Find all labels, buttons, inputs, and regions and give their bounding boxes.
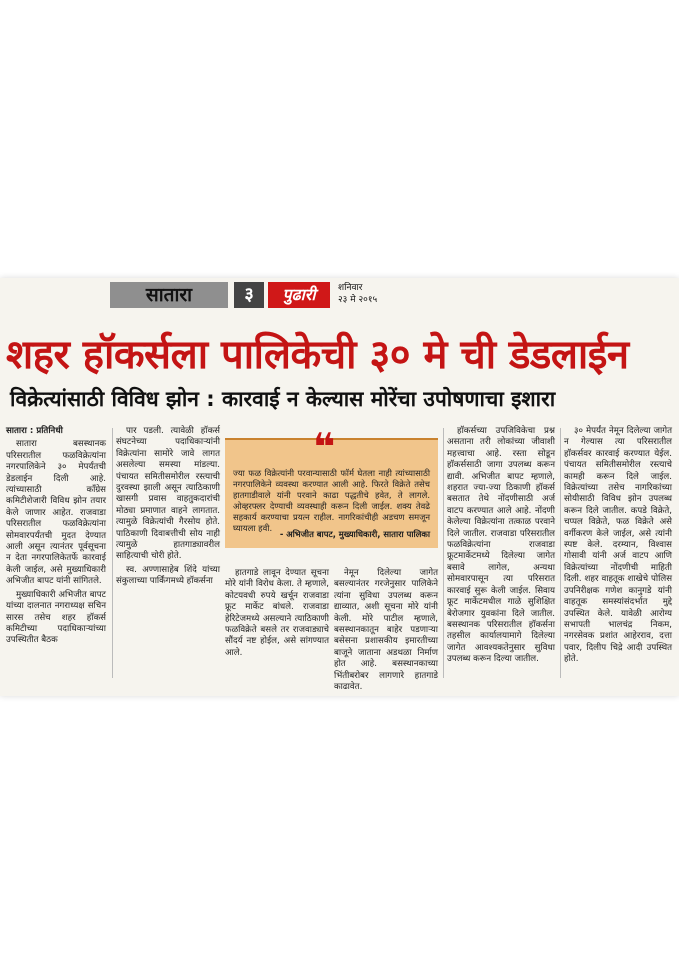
article-column-4 (447, 426, 555, 668)
column-divider (112, 428, 113, 678)
article-column-1 (6, 426, 106, 649)
page-number: ३ (234, 282, 264, 308)
paragraph: ३० मेपर्यंत नेमून दिलेल्या जागेत न गेल्यास त्या परिसरातील हॉकर्सवर कारवाई करण्यात येईल. पंचायत समितीसमोरील रस्त्याचे कामही करून दिले जाईल. विक्रेत्यांच्या तसेच नागरिकांच्या सोयीसाठी विविध झोन उपलब्ध करून दिले जातील. कपडे विक्रेते, चप्पल विक्रेते, फळ विक्रेते असे वर्गीकरण केले जाईल, असे त्यांनी स्पष्ट केले. दरम्यान, विश्वास गोसावी यांनी अर्ज वाटप आणि विक्रेत्यांच्या नोंदणीची माहिती दिली. शहर वाहतूक शाखेचे पोलिस उपनिरीक्षक गणेश कानुगडे यांनी वाहतूक समस्यांसंदर्भात मुद्दे उपस्थित केले. यावेळी आरोग्य सभापती भालचंद्र निकम, नगरसेवक प्रशांत आहेरराव, दत्ता पवार, दिलीप चिद्रे आदी उपस्थित होते. (564, 426, 672, 665)
byline: सातारा : प्रतिनिधी (6, 426, 63, 436)
paragraph: पार पडली. त्यावेळी हॉकर्स संघटनेच्या पदाधिकाऱ्यांनी विक्रेत्यांना सामोरे जावे लागत असलेल्या समस्या मांडल्या. पंचायत समितीसमोरील रस्त्याची दुरवस्था झाली असून त्याठिकाणी खासगी प्रवास वाहतुकदारांची मोठ्या प्रमाणात वाहने लागतात. त्यामुळे विक्रेत्यांची गैरसोय होते. पाठिकाणी दिवाबत्तीची सोय नाही त्यामुळे हातगाड्यावरील साहित्याची चोरी होते. (116, 426, 220, 562)
masthead (110, 278, 410, 316)
headline: शहर हॉकर्सला पालिकेची ३० मे ची डेडलाईन (6, 332, 629, 378)
subheadline: विक्रेत्यांसाठी विविध झोन : कारवाई न केल्यास मोरेंचा उपोषणाचा इशारा (10, 387, 556, 411)
column-divider (443, 428, 444, 678)
paragraph: हॉकर्सच्या उपजिविकेचा प्रश्न असताना तरी लोकांच्या जीवाशी महत्त्वाचा आहे. रस्ता सोडून हॉकर्ससाठी जागा उपलब्ध करून द्यावी. अभिजीत बापट म्हणाले, शहरात ज्या-ज्या ठिकाणी हॉकर्स बसतात तेथे नोंदणीसाठी अर्ज वाटप करण्यात आले आहे. नोंदणी केलेल्या विक्रेत्यांना तत्काळ परवाने दिले जातील. राजवाडा परिसरातील फळविक्रेत्यांना राजवाडा फ्रूटमार्केटमध्ये दिलेल्या जागेत बसावे लागेल, अन्यथा सोमवारपासून त्या परिसरात कारवाई सुरू केली जाईल. सिवाय फ्रूट मार्केटमधील गाळे सुशिक्षित बेरोजगार युवकांना दिले जातील. बसस्थानक परिसरातील हॉकर्सना तहसील कार्यालयामागे दिलेल्या जागेत आवश्यकतेनुसार सुविधा उपलब्ध करून दिल्या जातील. (447, 426, 555, 665)
quote-mark-icon: ❝ (313, 425, 336, 469)
day-label: शनिवार (338, 283, 363, 293)
newspaper-clipping (0, 278, 679, 696)
paragraph: स्व. अण्णासाहेब शिंदे यांच्या संकुलाच्या पार्किंगमध्ये हॉकर्सना (116, 564, 220, 587)
dateline (338, 282, 377, 306)
article-column-5 (564, 426, 672, 668)
pull-quote-attribution: - अभिजीत बापट, मुख्याधिकारी, सातारा पालिका (279, 529, 430, 539)
pull-quote-text: ज्या फळ विक्रेत्यांनी परवान्यासाठी फॉर्म घेतला नाही त्यांच्यासाठी नगरपालिकेने व्यवस्था करण्यात आली आहे. फिरते विक्रेते तसेच हातगाडीवाले यांनी परवाने काढा पद्धतीचे हवेत, ते लागले. ओव्हरफ्लर देण्याची व्यवस्थाही करून दिली जाईल. शक्य तेवढे सहकार्य करण्याचा प्रयत्न राहील. नागरिकांचीही अडचण समजून घ्यायला हवी. (233, 468, 430, 533)
paragraph: हातगाडे लावून देण्यात सूचना मोरे यांनी विरोध केला. ते म्हणाले, कोटयवधी रुपये खर्चून राजवाडा फ्रूट मार्केट बांधले. राजवाडा हेरिटेजमध्ये असल्याने त्याठिकाणी फळविक्रेते बसले तर राजवाड्याचे सौंदर्य नष्ट होईल, असे सांगण्यात आले. (225, 568, 329, 658)
column-divider (560, 428, 561, 678)
section-label: सातारा (110, 282, 228, 308)
paragraph: सातारा बसस्थानक परिसरातील फळविक्रेत्यांना नगरपालिकेने ३० मेपर्यंतची डेडलाईन दिली आहे. त्यांच्यासाठी काँग्रेस कमिटीशेजारी विविध झोन तयार केले जाणार आहेत. राजवाडा परिसरातील फळविक्रेत्यांना सोमवारपर्यंतची मुदत देण्यात आली असून त्यानंतर पूर्वसूचना न देता नगरपालिकेतर्फे कारवाई केली जाईल, असे मुख्याधिकारी अभिजीत बापट यांनी सांगितले. (6, 439, 106, 587)
paper-logo: पुढारी (268, 282, 330, 308)
pull-quote-box (225, 425, 438, 548)
paragraph: मुख्याधिकारी अभिजीत बापट यांच्या दालनात नगराध्यक्ष सचिन सारस तसेच शहर हॉकर्स कमिटीच्या पदाधिकाऱ्यांच्या उपस्थितीत बैठक (6, 589, 106, 646)
paragraph: नेमून दिलेल्या जागेत बसल्यानंतर गरजेनुसार पालिकेने त्यांना सुविधा उपलब्ध करून द्याव्यात, अशी सूचना मोरे यांनी केली. मोरे पाटील म्हणाले, बसस्थानकातून बाहेर पडणाऱ्या बसेसना प्रशासकीय इमारतीच्या बाजूने जाताना अडथळा निर्माण होत आहे. बसस्थानकाच्या भिंतीबरोबर लागणारे हातगाडे काढावेत. (334, 568, 438, 693)
article-column-3 (334, 568, 438, 695)
article-column-2b (225, 568, 329, 661)
date-label: २३ मे २०१५ (338, 295, 378, 305)
article-column-2 (116, 426, 220, 590)
